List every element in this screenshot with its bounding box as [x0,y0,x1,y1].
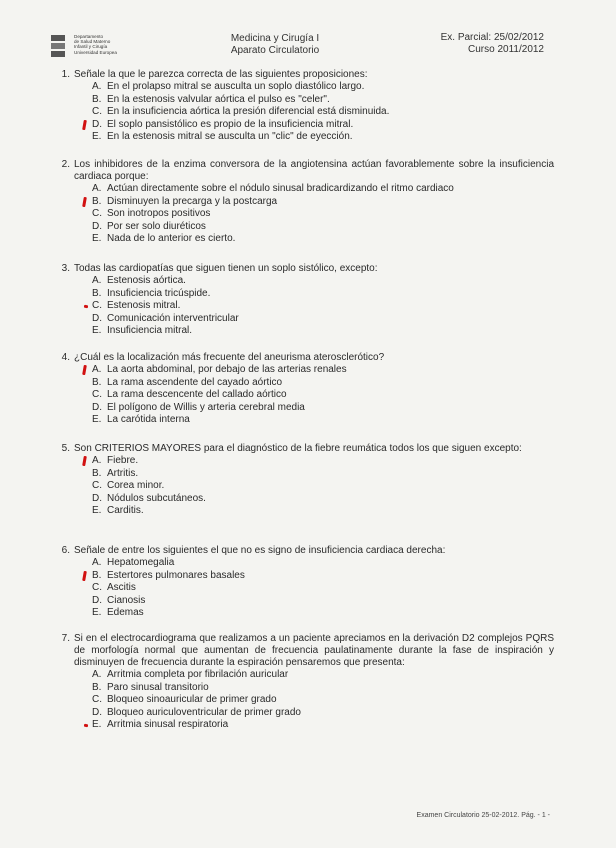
option-letter: D. [92,401,102,413]
option-text: Bloqueo sinoauricular de primer grado [107,694,277,705]
option-text: En el prolapso mitral se ausculta un soplo diastólico largo. [107,81,365,92]
option-e [92,233,554,246]
option-text: Fiebre. [107,455,139,466]
academic-year: Curso 2011/2012 [468,44,544,55]
question-6 [50,545,554,620]
option-c [92,694,554,707]
option-text: Estenosis mitral. [107,300,181,311]
option-text: La rama ascendente del cayado aórtico [107,376,283,388]
answer-mark [82,365,87,375]
option-b [92,377,554,390]
option-letter: D. [92,492,102,504]
option-letter: B. [92,569,102,581]
dept-line: Infantil y Cirugía [74,44,108,50]
option-letter: D. [92,220,102,232]
option-c [92,208,554,221]
option-text: En la insuficiencia aórtica la presión diferencial está disminuida. [107,106,390,117]
question-text: Señale la que le parezca correcta de las siguientes proposiciones: [74,69,368,80]
option-text: La aorta abdominal, por debajo de las arterias renales [107,364,347,375]
options-list [92,557,554,620]
question-number: 1. [61,69,70,80]
option-a [92,81,554,94]
option-letter: D. [92,706,102,718]
question-number: 2. [61,159,70,170]
option-e [92,505,554,518]
option-letter: D. [92,312,102,324]
option-c [92,480,554,493]
question-number: 5. [61,443,70,454]
option-a [92,364,554,377]
option-text: Disminuyen la precarga y la postcarga [107,195,278,207]
option-text: Carditis. [107,505,144,516]
option-text: Por ser solo diuréticos [107,220,206,232]
option-text: Son inotropos positivos [107,208,211,219]
option-a [92,557,554,570]
question-text: Los inhibidores de la enzima conversora de la angiotensina actúan favorablemente sobre la insuficiencia cardiaca porque: [74,159,554,182]
option-letter: B. [92,287,102,299]
option-text: Hepatomegalia [107,557,175,568]
option-text: El polígono de Willis y arteria cerebral media [107,401,305,413]
course-subtitle: Aparato Circulatorio [230,45,320,56]
option-a [92,669,554,682]
question-number: 7. [61,633,70,644]
crest-icon [50,34,66,60]
option-d [92,313,554,326]
option-letter: C. [92,480,102,491]
option-e [92,607,554,620]
options-list [92,669,554,732]
option-letter: A. [92,557,102,568]
option-d [92,595,554,608]
department-text [74,34,117,55]
option-letter: C. [92,582,102,593]
option-b [92,570,554,583]
option-text: Nada de lo anterior es cierto. [107,233,236,244]
option-text: Edemas [107,607,144,618]
option-e [92,131,554,144]
option-text: Actúan directamente sobre el nódulo sinusal bradicardizando el ritmo cardiaco [107,183,454,194]
question-number: 6. [61,545,70,556]
option-text: La carótida interna [107,414,190,425]
option-text: Estenosis aórtica. [107,275,186,286]
option-text: El soplo pansistólico es propio de la insuficiencia mitral. [107,118,354,130]
option-e [92,414,554,427]
question-7 [50,633,554,732]
answer-mark [82,196,87,206]
university-logo [50,32,130,66]
option-b [92,682,554,695]
options-list [92,275,554,338]
option-letter: C. [92,208,102,219]
option-c [92,106,554,119]
option-letter: E. [92,607,102,618]
option-d [92,707,554,720]
course-header [200,33,350,57]
question-1 [50,69,554,144]
option-text: Corea minor. [107,480,165,491]
options-list [92,81,554,144]
question-2 [50,159,554,246]
question-5 [50,443,554,518]
option-text: Nódulos subcutáneos. [107,492,206,504]
question-text: Son CRITERIOS MAYORES para el diagnóstico de la fiebre reumática todos los que siguen excepto: [74,443,522,454]
option-letter: B. [92,681,102,693]
option-letter: A. [92,183,102,194]
options-list [92,364,554,427]
option-text: Arritmia sinusal respiratoria [107,719,229,730]
exam-date: Ex. Parcial: 25/02/2012 [440,32,544,43]
option-letter: A. [92,275,102,286]
option-a [92,275,554,288]
option-text: Comunicación interventricular [107,312,239,324]
option-c [92,582,554,595]
option-letter: A. [92,364,102,375]
option-letter: E. [92,719,102,730]
option-text: En la estenosis valvular aórtica el pulso es "celer". [107,93,330,105]
option-b [92,468,554,481]
option-letter: E. [92,233,102,244]
option-a [92,183,554,196]
option-b [92,288,554,301]
option-d [92,119,554,132]
option-letter: E. [92,325,102,336]
question-number: 4. [61,352,70,363]
dept-line: Departamento [74,34,104,39]
option-letter: A. [92,455,102,466]
options-list [92,455,554,518]
option-letter: E. [92,505,102,516]
option-text: La rama descencente del callado aórtico [107,389,287,400]
option-text: En la estenosis mitral se ausculta un "clic" de eyección. [107,131,353,142]
dept-line: Universidad Europea [74,49,117,55]
option-text: Insuficiencia tricúspide. [107,287,211,299]
question-text: Todas las cardiopatías que siguen tienen un soplo sistólico, excepto: [74,263,378,274]
option-letter: C. [92,694,102,705]
option-letter: B. [92,195,102,207]
option-text: Estertores pulmonares basales [107,569,245,581]
option-letter: B. [92,93,102,105]
answer-mark [84,724,88,728]
option-text: Arritmia completa por fibrilación auricular [107,669,289,680]
option-text: Artritis. [107,467,139,479]
option-b [92,94,554,107]
option-text: Cianosis [107,594,146,606]
option-letter: D. [92,594,102,606]
question-text: Si en el electrocardiograma que realizamos a un paciente apreciamos en la derivación D2 complejos PQRS de morfología normal que aumentan de frecuencia paulatinamente durante la fase de inspiración y disminuyen de frecuencia durante la espiración pensaremos que presenta: [74,633,554,668]
option-d [92,493,554,506]
answer-mark [84,305,88,309]
question-3 [50,263,554,338]
exam-info [441,32,544,56]
option-letter: B. [92,376,102,388]
course-title: Medicina y Cirugía I [230,33,320,44]
dept-line: de Salud Materno [74,39,111,45]
answer-mark [82,570,87,580]
option-text: Paro sinusal transitorio [107,681,209,693]
page-footer: Examen Circulatorio 25-02-2012. Pág. - 1 - [416,812,550,819]
option-letter: C. [92,106,102,117]
option-text: Ascitis [107,582,136,593]
option-e [92,719,554,732]
option-letter: C. [92,300,102,311]
option-c [92,389,554,402]
option-text: Insuficiencia mitral. [107,325,193,336]
option-c [92,300,554,313]
option-letter: E. [92,131,102,142]
question-text: ¿Cuál es la localización más frecuente del aneurisma aterosclerótico? [74,352,385,363]
option-letter: A. [92,81,102,92]
answer-mark [82,119,87,129]
options-list [92,183,554,246]
answer-mark [82,456,87,466]
option-d [92,402,554,415]
option-text: Bloqueo auriculoventricular de primer grado [107,706,301,718]
option-letter: B. [92,467,102,479]
question-4 [50,352,554,427]
option-letter: A. [92,669,102,680]
option-d [92,221,554,234]
option-a [92,455,554,468]
option-letter: D. [92,118,102,130]
option-letter: E. [92,414,102,425]
question-text: Señale de entre los siguientes el que no es signo de insuficiencia cardiaca derecha: [74,545,446,556]
option-letter: C. [92,389,102,400]
option-b [92,196,554,209]
option-e [92,325,554,338]
question-number: 3. [61,263,70,274]
